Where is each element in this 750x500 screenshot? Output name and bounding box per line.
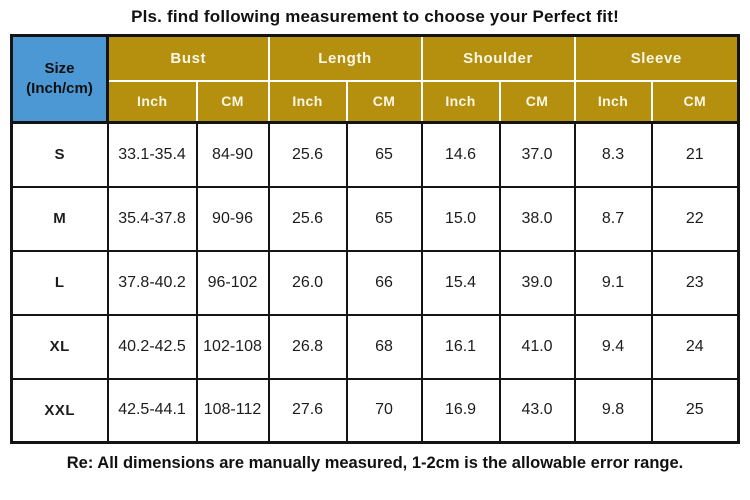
shoulder-cm-value: 41.0	[500, 315, 575, 379]
sleeve-cm-value: 22	[652, 187, 739, 251]
table-row-xl	[12, 315, 739, 379]
size-chart-table	[10, 34, 740, 444]
unit-header-bust-cm: CM	[197, 81, 269, 123]
unit-header-length-cm: CM	[347, 81, 422, 123]
sleeve-inch-value: 8.3	[575, 123, 652, 187]
bust-inch-value: 42.5-44.1	[108, 379, 197, 443]
shoulder-cm-value: 43.0	[500, 379, 575, 443]
table-row-l	[12, 251, 739, 315]
shoulder-inch-value: 14.6	[422, 123, 500, 187]
shoulder-inch-value: 16.9	[422, 379, 500, 443]
bust-inch-value: 40.2-42.5	[108, 315, 197, 379]
bust-inch-value: 33.1-35.4	[108, 123, 197, 187]
sleeve-cm-value: 23	[652, 251, 739, 315]
bust-cm-value: 102-108	[197, 315, 269, 379]
length-cm-value: 68	[347, 315, 422, 379]
shoulder-inch-value: 15.0	[422, 187, 500, 251]
length-inch-value: 27.6	[269, 379, 347, 443]
sleeve-cm-value: 25	[652, 379, 739, 443]
shoulder-inch-value: 15.4	[422, 251, 500, 315]
size-header-line1: Size	[44, 59, 75, 77]
bust-cm-value: 96-102	[197, 251, 269, 315]
size-header-line2: (Inch/cm)	[26, 80, 93, 97]
unit-header-sleeve-inch: Inch	[575, 81, 652, 123]
bust-inch-value: 37.8-40.2	[108, 251, 197, 315]
length-inch-value: 25.6	[269, 123, 347, 187]
bust-inch-value: 35.4-37.8	[108, 187, 197, 251]
unit-header-shoulder-cm: CM	[500, 81, 575, 123]
sleeve-cm-value: 21	[652, 123, 739, 187]
size-label: L	[12, 251, 108, 315]
unit-header-bust-inch: Inch	[108, 81, 197, 123]
bust-cm-value: 108-112	[197, 379, 269, 443]
table-row-xxl	[12, 379, 739, 443]
footer-note: Re: All dimensions are manually measured, 1-2cm is the allowable error range.	[66, 454, 684, 472]
group-header-bust: Bust	[108, 36, 269, 81]
size-label: XXL	[12, 379, 108, 443]
length-inch-value: 26.8	[269, 315, 347, 379]
size-label: M	[12, 187, 108, 251]
unit-header-length-inch: Inch	[269, 81, 347, 123]
length-cm-value: 65	[347, 123, 422, 187]
shoulder-cm-value: 39.0	[500, 251, 575, 315]
group-header-shoulder: Shoulder	[422, 36, 575, 81]
sleeve-inch-value: 8.7	[575, 187, 652, 251]
page-title: Pls. find following measurement to choose your Perfect fit!	[131, 7, 619, 26]
sleeve-inch-value: 9.1	[575, 251, 652, 315]
table-row-m	[12, 187, 739, 251]
group-header-length: Length	[269, 36, 422, 81]
sleeve-cm-value: 24	[652, 315, 739, 379]
shoulder-inch-value: 16.1	[422, 315, 500, 379]
length-inch-value: 26.0	[269, 251, 347, 315]
size-column-header	[12, 36, 108, 123]
unit-header-sleeve-cm: CM	[652, 81, 739, 123]
length-cm-value: 65	[347, 187, 422, 251]
bust-cm-value: 90-96	[197, 187, 269, 251]
bust-cm-value: 84-90	[197, 123, 269, 187]
size-label: S	[12, 123, 108, 187]
sleeve-inch-value: 9.4	[575, 315, 652, 379]
unit-header-row	[12, 81, 739, 123]
size-label: XL	[12, 315, 108, 379]
shoulder-cm-value: 37.0	[500, 123, 575, 187]
table-row-s	[12, 123, 739, 187]
group-header-row	[12, 36, 739, 81]
sleeve-inch-value: 9.8	[575, 379, 652, 443]
unit-header-shoulder-inch: Inch	[422, 81, 500, 123]
group-header-sleeve: Sleeve	[575, 36, 739, 81]
shoulder-cm-value: 38.0	[500, 187, 575, 251]
length-cm-value: 66	[347, 251, 422, 315]
length-inch-value: 25.6	[269, 187, 347, 251]
length-cm-value: 70	[347, 379, 422, 443]
